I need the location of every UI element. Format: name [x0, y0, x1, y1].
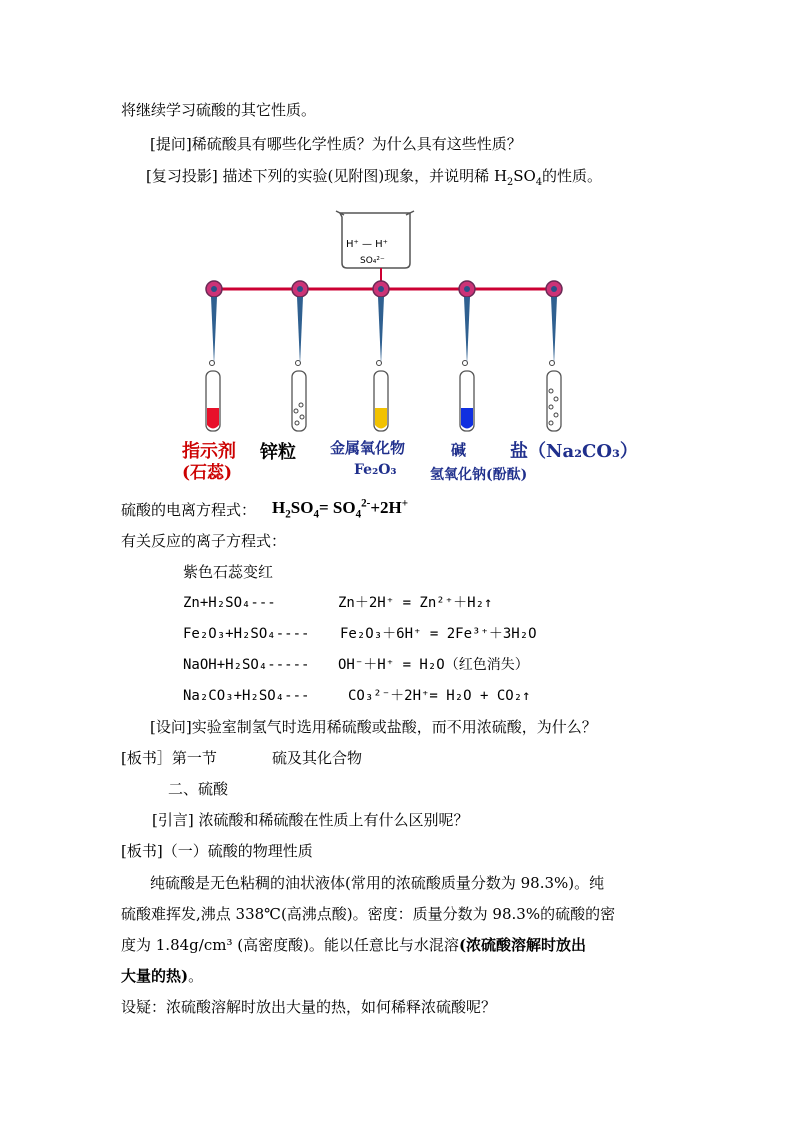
review-text-a: [复习投影] 描述下列的实验(见附图)现象，并说明稀 H — [146, 167, 508, 185]
section-heading: 二、硫酸 — [168, 780, 229, 798]
eq-rhs-sup: 2- — [361, 497, 371, 510]
text-line-1: 将继续学习硫酸的其它性质。 — [121, 101, 317, 119]
test-tube-salt — [547, 361, 561, 432]
ionization-label: 硫酸的电离方程式： — [121, 501, 257, 519]
intro-line: [引言] 浓硫酸和稀硫酸在性质上有什么区别呢？ — [152, 811, 469, 829]
board-2: [板书]（一）硫酸的物理性质 — [121, 842, 313, 860]
station-1 — [206, 281, 222, 365]
reaction-4-rhs: CO₃²⁻＋2H⁺= H₂O + CO₂↑ — [348, 688, 531, 704]
review-sub-2: 4 — [535, 177, 543, 188]
label-salt: 盐（Na₂CO₃） — [510, 441, 638, 462]
beaker-ion-bottom: SO₄²⁻ — [360, 256, 385, 266]
station-5 — [546, 281, 562, 365]
paragraph-4-end: 。 — [188, 967, 204, 985]
reaction-1-lhs: Zn+H₂SO₄--- — [183, 595, 276, 611]
test-tube-zinc — [292, 361, 306, 432]
paragraph-3-bold: (浓硫酸溶解时放出 — [458, 936, 587, 954]
eq-sub-4: 4 — [313, 508, 319, 521]
test-tube-base — [460, 361, 474, 432]
paragraph-line-4 — [121, 966, 203, 986]
label-litmus: (石蕊) — [182, 463, 233, 483]
paragraph-line-1: 纯硫酸是无色粘稠的油状液体(常用的浓硫酸质量分数为 98.3%)。纯 — [150, 874, 605, 892]
eq-rhs-so: = SO — [318, 498, 356, 517]
reaction-2-lhs: Fe₂O₃+H₂SO₄---- — [183, 626, 310, 642]
paragraph-3-normal: 度为 1.84g/cm³ (高密度酸)。能以任意比与水混溶 — [121, 936, 459, 954]
beaker-ion-top: H⁺ — H⁺ — [346, 239, 388, 250]
ionic-label: 有关反应的离子方程式： — [121, 532, 287, 550]
reaction-3-lhs: NaOH+H₂SO₄----- — [183, 657, 310, 673]
review-text-b: SO — [513, 167, 536, 185]
eq-plus-sup: + — [401, 497, 409, 510]
label-zinc: 锌粒 — [260, 442, 296, 463]
station-2 — [292, 281, 308, 365]
label-naoh: 氢氧化钠(酚酞) — [430, 467, 528, 483]
eq-sub-2: 2 — [285, 508, 291, 521]
eq-plus-h: +2H — [370, 498, 402, 517]
question-line: [提问]稀硫酸具有哪些化学性质？为什么具有这些性质？ — [150, 135, 522, 153]
station-3 — [373, 281, 389, 365]
beaker — [336, 211, 414, 285]
ionization-equation — [272, 497, 408, 519]
label-metal-oxide: 金属氧化物 — [330, 439, 406, 457]
board-1b: 硫及其化合物 — [272, 749, 363, 767]
eq-so: SO — [290, 498, 314, 517]
review-text-c: 的性质。 — [542, 167, 603, 185]
reaction-2-rhs: Fe₂O₃＋6H⁺ = 2Fe³⁺＋3H₂O — [340, 626, 537, 642]
paragraph-line-2: 硫酸难挥发,沸点 338℃(高沸点酸)。密度：质量分数为 98.3%的硫酸的密 — [121, 905, 616, 923]
paragraph-line-3 — [121, 935, 586, 955]
board-1a: [板书］第一节 — [121, 749, 217, 767]
eq-rhs-sub-4: 4 — [355, 508, 362, 521]
test-tube-metal-oxide — [374, 361, 388, 432]
design-question: [设问]实验室制氢气时选用稀硫酸或盐酸，而不用浓硫酸，为什么？ — [150, 718, 597, 736]
label-base: 碱 — [451, 441, 467, 459]
label-fe2o3: Fe₂O₃ — [354, 462, 397, 478]
label-indicator: 指示剂 — [182, 441, 236, 462]
station-4 — [459, 281, 475, 365]
litmus-line: 紫色石蕊变红 — [183, 563, 274, 581]
review-sub-1: 2 — [507, 177, 514, 188]
test-tube-litmus — [206, 361, 220, 432]
review-projection-line — [146, 166, 602, 186]
doubt-line: 设疑：浓硫酸溶解时放出大量的热，如何稀释浓硫酸呢？ — [121, 998, 497, 1016]
eq-h: H — [272, 498, 286, 517]
paragraph-4-bold: 大量的热) — [121, 967, 189, 985]
reaction-4-lhs: Na₂CO₃+H₂SO₄--- — [183, 688, 310, 704]
reaction-3-rhs: OH⁻＋H⁺ = H₂O（红色消失） — [338, 657, 529, 673]
reaction-1-rhs: Zn＋2H⁺ = Zn²⁺＋H₂↑ — [338, 595, 493, 611]
